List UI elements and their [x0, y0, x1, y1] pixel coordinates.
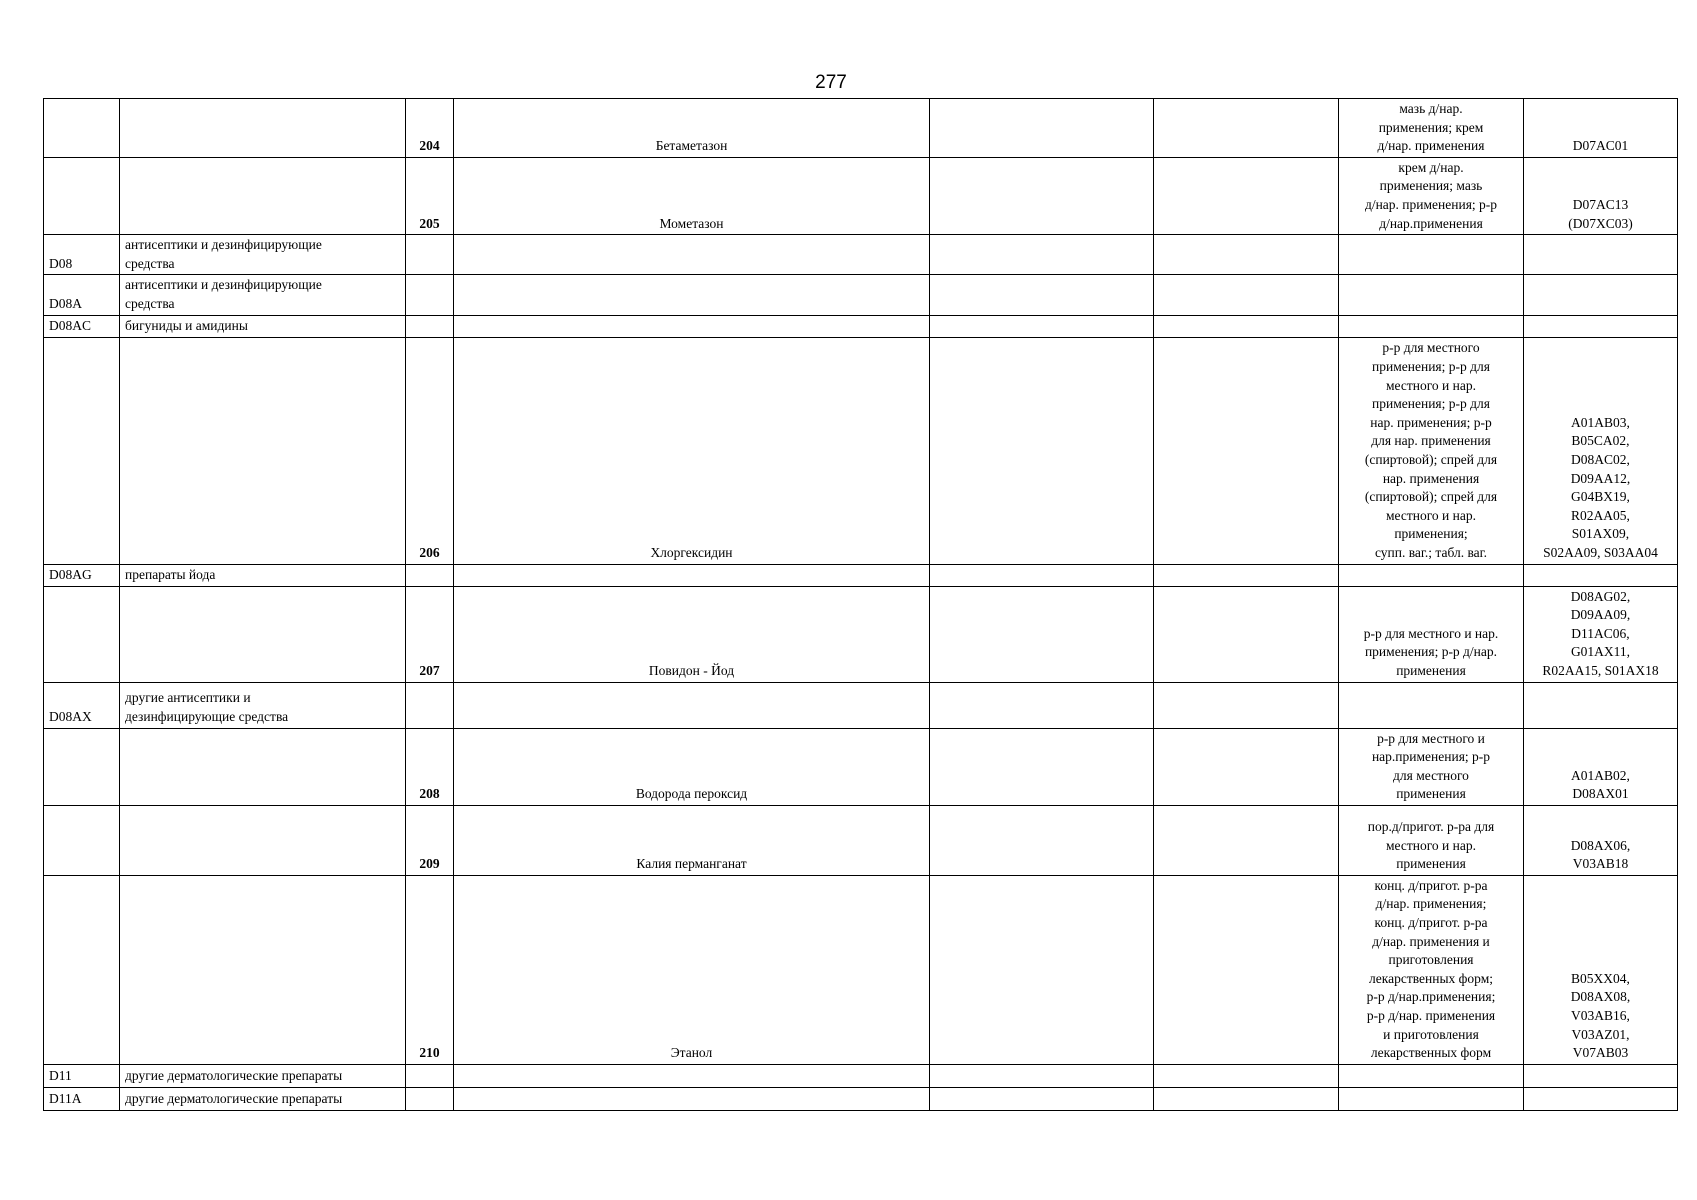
atc-group-code-cell: [44, 586, 120, 682]
atc-group-name-cell: [120, 157, 406, 234]
item-number-cell: 210: [406, 875, 454, 1064]
table-row: [44, 728, 1678, 805]
item-number-cell: 208: [406, 728, 454, 805]
drug-name-cell: Бетаметазон: [454, 99, 930, 158]
table-row: [44, 586, 1678, 682]
dosage-form-cell: [1339, 275, 1524, 315]
empty-cell: [1154, 275, 1339, 315]
atc-group-code-cell: [44, 805, 120, 875]
drug-name-cell: Мометазон: [454, 157, 930, 234]
dosage-form-cell: р-р для местного и нар.применения; р-р для местного применения: [1339, 728, 1524, 805]
atc-group-name-cell: [120, 875, 406, 1064]
atc-code-cell: [1524, 315, 1678, 337]
atc-code-cell: D08AX06, V03AB18: [1524, 805, 1678, 875]
table-row: [44, 1064, 1678, 1087]
empty-cell: [930, 875, 1154, 1064]
atc-code-cell: [1524, 235, 1678, 275]
empty-cell: [930, 99, 1154, 158]
empty-cell: [1154, 728, 1339, 805]
item-number-cell: 204: [406, 99, 454, 158]
dosage-form-cell: [1339, 682, 1524, 728]
atc-group-code-cell: D11: [44, 1064, 120, 1087]
drug-name-cell: [454, 275, 930, 315]
empty-cell: [1154, 315, 1339, 337]
drug-name-cell: [454, 315, 930, 337]
atc-group-name-cell: препараты йода: [120, 564, 406, 586]
drug-name-cell: [454, 1087, 930, 1110]
drug-name-cell: Водорода пероксид: [454, 728, 930, 805]
atc-group-code-cell: D11A: [44, 1087, 120, 1110]
drug-name-cell: Этанол: [454, 875, 930, 1064]
atc-group-name-cell: антисептики и дезинфицирующие средства: [120, 235, 406, 275]
atc-code-cell: [1524, 1087, 1678, 1110]
item-number-cell: 207: [406, 586, 454, 682]
table-row: [44, 1087, 1678, 1110]
atc-group-code-cell: D08AG: [44, 564, 120, 586]
item-number-cell: 205: [406, 157, 454, 234]
atc-group-name-cell: другие дерматологические препараты: [120, 1087, 406, 1110]
empty-cell: [1154, 805, 1339, 875]
page-number: 277: [815, 72, 847, 93]
item-number-cell: [406, 275, 454, 315]
drug-name-cell: [454, 1064, 930, 1087]
table-row: [44, 337, 1678, 564]
dosage-form-cell: крем д/нар. применения; мазь д/нар. применения; р-р д/нар.применения: [1339, 157, 1524, 234]
empty-cell: [1154, 235, 1339, 275]
atc-group-code-cell: D08AX: [44, 682, 120, 728]
atc-code-cell: A01AB03, B05CA02, D08AC02, D09AA12, G04BX19, R02AA05, S01AX09, S02AA09, S03AA04: [1524, 337, 1678, 564]
atc-code-cell: [1524, 275, 1678, 315]
table-row: [44, 235, 1678, 275]
dosage-form-cell: пор.д/пригот. р-ра для местного и нар. применения: [1339, 805, 1524, 875]
atc-group-code-cell: D08AC: [44, 315, 120, 337]
dosage-form-cell: [1339, 235, 1524, 275]
empty-cell: [1154, 586, 1339, 682]
table-row: [44, 875, 1678, 1064]
item-number-cell: 206: [406, 337, 454, 564]
empty-cell: [930, 275, 1154, 315]
atc-group-code-cell: [44, 157, 120, 234]
table-row: [44, 805, 1678, 875]
table-row: [44, 99, 1678, 158]
atc-group-code-cell: [44, 99, 120, 158]
atc-group-code-cell: [44, 875, 120, 1064]
empty-cell: [930, 682, 1154, 728]
atc-code-cell: D07AC13 (D07XC03): [1524, 157, 1678, 234]
item-number-cell: [406, 1087, 454, 1110]
dosage-form-cell: [1339, 564, 1524, 586]
atc-group-name-cell: [120, 586, 406, 682]
atc-group-name-cell: [120, 99, 406, 158]
dosage-form-cell: р-р для местного применения; р-р для местного и нар. применения; р-р для нар. применения; р-р для нар. применения (спиртовой); спрей для нар. применения (спиртовой); спрей для местного и нар. применения; супп. ваг.; табл. ваг.: [1339, 337, 1524, 564]
empty-cell: [930, 1087, 1154, 1110]
empty-cell: [930, 235, 1154, 275]
empty-cell: [930, 728, 1154, 805]
atc-group-name-cell: антисептики и дезинфицирующие средства: [120, 275, 406, 315]
empty-cell: [930, 157, 1154, 234]
dosage-form-cell: мазь д/нар. применения; крем д/нар. применения: [1339, 99, 1524, 158]
table-row: [44, 564, 1678, 586]
empty-cell: [930, 805, 1154, 875]
drug-name-cell: Повидон - Йод: [454, 586, 930, 682]
item-number-cell: [406, 564, 454, 586]
atc-code-cell: [1524, 564, 1678, 586]
empty-cell: [930, 1064, 1154, 1087]
atc-group-code-cell: D08: [44, 235, 120, 275]
dosage-form-cell: [1339, 1087, 1524, 1110]
atc-code-cell: [1524, 1064, 1678, 1087]
atc-group-name-cell: [120, 805, 406, 875]
drug-name-cell: Хлоргексидин: [454, 337, 930, 564]
empty-cell: [1154, 1087, 1339, 1110]
atc-code-cell: [1524, 682, 1678, 728]
medicines-table: [43, 98, 1678, 1111]
atc-code-cell: A01AB02, D08AX01: [1524, 728, 1678, 805]
table-row: [44, 157, 1678, 234]
atc-group-code-cell: [44, 728, 120, 805]
atc-group-code-cell: [44, 337, 120, 564]
empty-cell: [1154, 337, 1339, 564]
item-number-cell: [406, 315, 454, 337]
empty-cell: [930, 564, 1154, 586]
atc-code-cell: D08AG02, D09AA09, D11AC06, G01AX11, R02AA15, S01AX18: [1524, 586, 1678, 682]
atc-group-name-cell: бигуниды и амидины: [120, 315, 406, 337]
item-number-cell: [406, 235, 454, 275]
dosage-form-cell: конц. д/пригот. р-ра д/нар. применения; конц. д/пригот. р-ра д/нар. применения и приготовления лекарственных форм; р-р д/нар.применения; р-р д/нар. применения и приготовления лекарственных форм: [1339, 875, 1524, 1064]
empty-cell: [1154, 99, 1339, 158]
drug-name-cell: [454, 682, 930, 728]
empty-cell: [1154, 875, 1339, 1064]
dosage-form-cell: [1339, 1064, 1524, 1087]
drug-name-cell: [454, 235, 930, 275]
atc-group-name-cell: [120, 337, 406, 564]
item-number-cell: [406, 682, 454, 728]
drug-name-cell: Калия перманганат: [454, 805, 930, 875]
table-row: [44, 275, 1678, 315]
atc-group-code-cell: D08A: [44, 275, 120, 315]
atc-group-name-cell: другие дерматологические препараты: [120, 1064, 406, 1087]
empty-cell: [930, 315, 1154, 337]
atc-group-name-cell: другие антисептики и дезинфицирующие средства: [120, 682, 406, 728]
table-row: [44, 682, 1678, 728]
atc-group-name-cell: [120, 728, 406, 805]
atc-code-cell: D07AC01: [1524, 99, 1678, 158]
atc-code-cell: B05XX04, D08AX08, V03AB16, V03AZ01, V07AB03: [1524, 875, 1678, 1064]
empty-cell: [1154, 1064, 1339, 1087]
item-number-cell: [406, 1064, 454, 1087]
empty-cell: [930, 586, 1154, 682]
empty-cell: [1154, 564, 1339, 586]
empty-cell: [1154, 682, 1339, 728]
empty-cell: [1154, 157, 1339, 234]
drug-name-cell: [454, 564, 930, 586]
empty-cell: [930, 337, 1154, 564]
table-row: [44, 315, 1678, 337]
dosage-form-cell: [1339, 315, 1524, 337]
dosage-form-cell: р-р для местного и нар. применения; р-р д/нар. применения: [1339, 586, 1524, 682]
item-number-cell: 209: [406, 805, 454, 875]
